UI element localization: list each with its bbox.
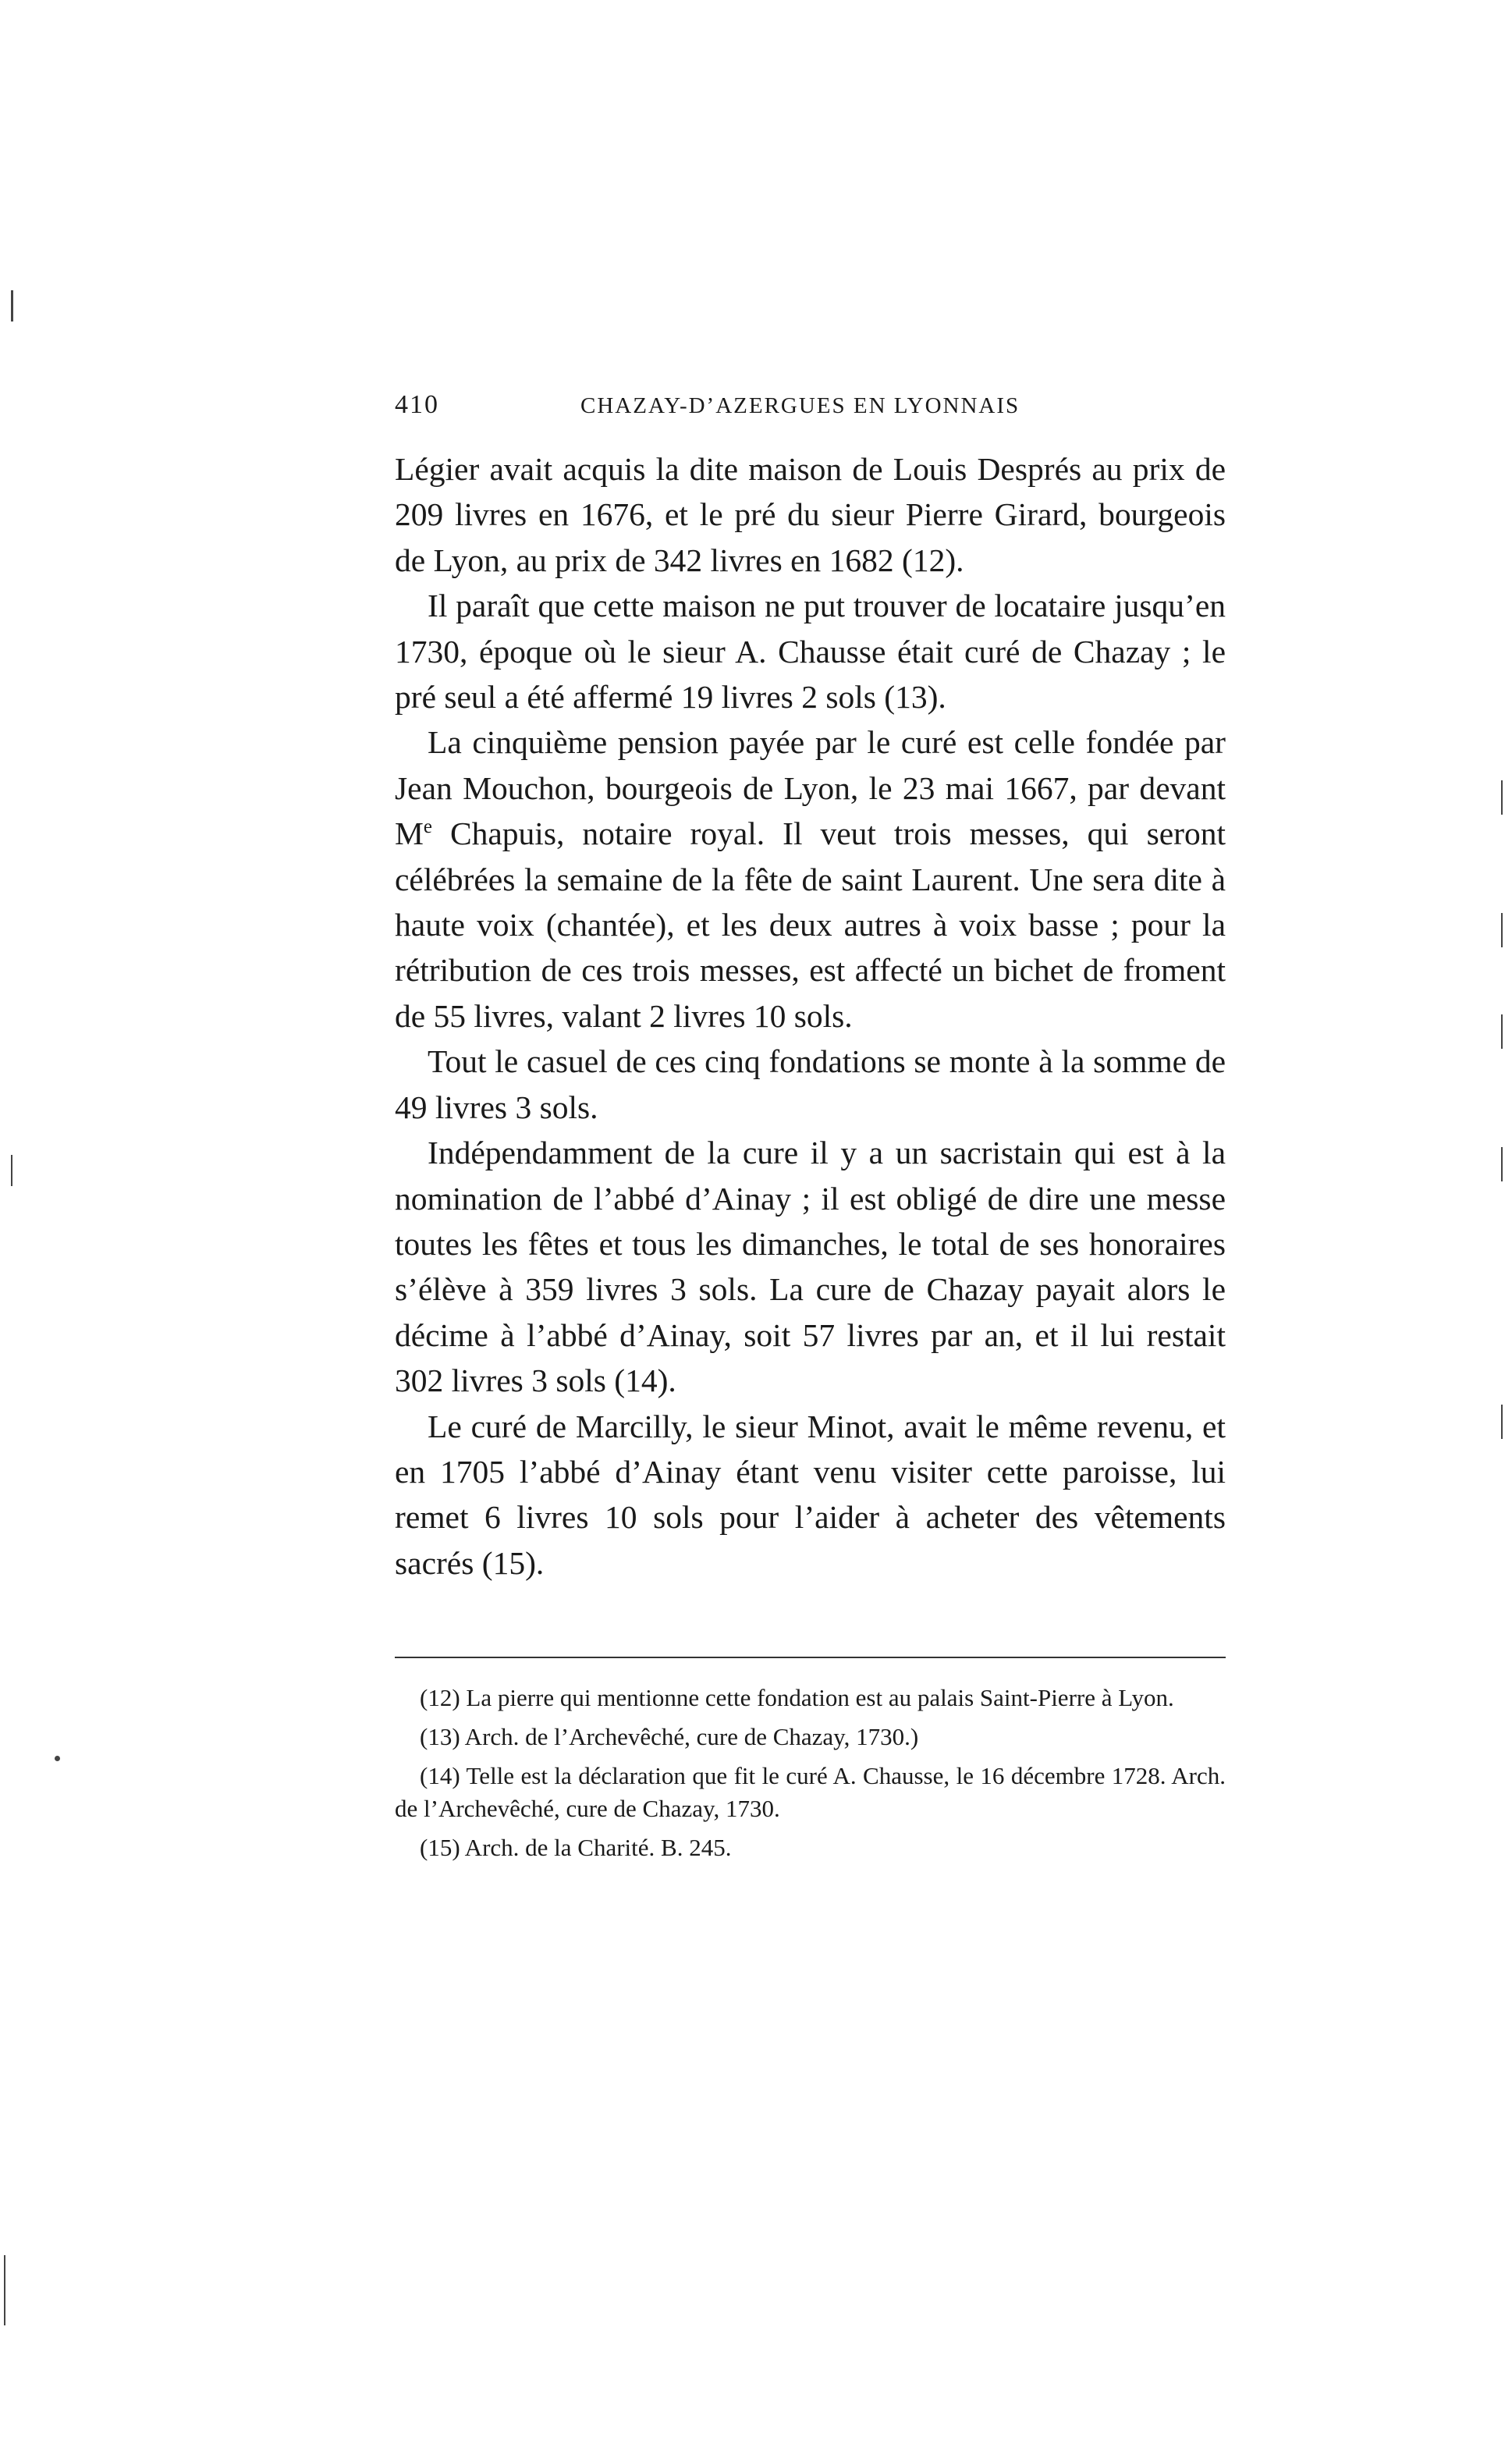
paragraph-2: Il paraît que cette maison ne put trouver de locataire jusqu’en 1730, époque où le sieur A. Chausse était curé de Chazay ; le pré seul a été affermé 19 livres 2 sols (13).	[395, 588, 1226, 716]
scan-mark	[4, 2255, 5, 2325]
scan-mark	[1501, 1147, 1503, 1181]
scan-mark	[1501, 1014, 1503, 1049]
page-number: 410	[395, 390, 439, 419]
scan-mark	[11, 1155, 12, 1186]
scan-mark	[55, 1756, 60, 1761]
footnote-15: (15) Arch. de la Charité. B. 245.	[420, 1834, 732, 1861]
superscript-e: e	[423, 816, 432, 838]
paragraph-4: Tout le casuel de ces cinq fondations se monte à la somme de 49 livres 3 sols.	[395, 1043, 1226, 1125]
paragraph-3	[395, 719, 1226, 1039]
paragraph-5: Indépendamment de la cure il y a un sacristain qui est à la nomination de l’abbé d’Ainay ; il est obligé de dire une messe toutes les fêtes et tous les dimanches, le total de ses honoraires s’élève à 359 livres 3 sols. La cure de Chazay payait alors le décime à l’abbé d’Ainay, soit 57 livres par an, et il lui restait 302 livres 3 sols (14).	[395, 1135, 1226, 1399]
scan-mark	[1501, 913, 1503, 947]
paragraph-3-part-2: Chapuis, notaire royal. Il veut trois messes, qui seront célébrées la semaine de la fête de saint Laurent. Une sera dite à haute voix (chantée), et les deux autres à voix basse ; pour la rétribution de ces trois messes, est affecté un bichet de froment de 55 livres, valant 2 livres 10 sols.	[395, 815, 1226, 1034]
scan-mark	[11, 290, 13, 321]
footnote-13: (13) Arch. de l’Archevêché, cure de Chazay, 1730.)	[420, 1723, 919, 1750]
body-text	[395, 446, 1226, 1586]
running-title: CHAZAY-D’AZERGUES EN LYONNAIS	[580, 393, 1020, 418]
paragraph-6: Le curé de Marcilly, le sieur Minot, avait le même revenu, et en 1705 l’abbé d’Ainay étant venu visiter cette paroisse, lui remet 6 livres 10 sols pour l’aider à acheter des vêtements sacrés (15).	[395, 1408, 1226, 1581]
paragraph-3-part-1: La cinquième pension payée par le curé est celle fondée par Jean Mouchon, bourgeois de Lyon, le 23 mai 1667, par devant M	[395, 724, 1226, 852]
scan-mark	[1501, 780, 1503, 815]
footnote-12: (12) La pierre qui mentionne cette fondation est au palais Saint-Pierre à Lyon.	[420, 1684, 1174, 1711]
scan-mark	[1501, 1405, 1503, 1439]
footnotes	[395, 1682, 1226, 1870]
running-head	[395, 390, 1226, 429]
footnote-14: (14) Telle est la déclaration que fit le curé A. Chausse, le 16 décembre 1728. Arch. de l’Archevêché, cure de Chazay, 1730.	[395, 1762, 1226, 1822]
footnote-divider	[395, 1657, 1226, 1658]
paragraph-1: Légier avait acquis la dite maison de Louis Després au prix de 209 livres en 1676, et le pré du sieur Pierre Girard, bourgeois de Lyon, au prix de 342 livres en 1682 (12).	[395, 451, 1226, 578]
